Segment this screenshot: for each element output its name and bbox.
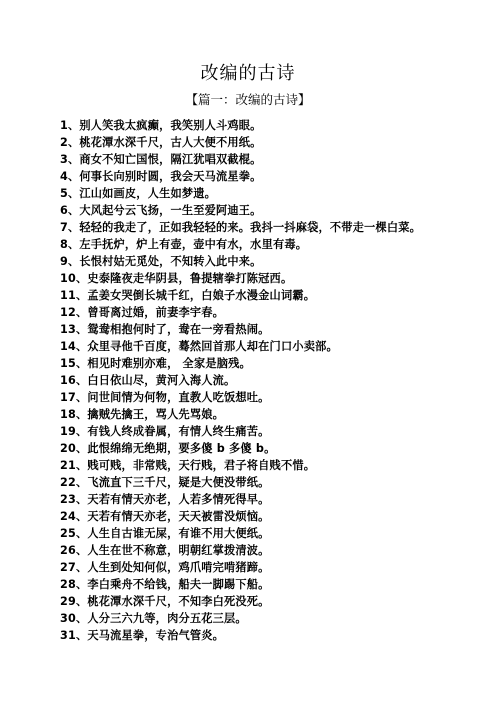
list-item: 17、问世间情为何物，直教人吃饭想吐。 bbox=[60, 391, 270, 404]
list-item: 31、天马流星拳，专治气管炎。 bbox=[60, 629, 225, 642]
section-heading: 【篇一：改编的古诗】 bbox=[185, 92, 311, 107]
list-item: 2、桃花潭水深千尺，古人大便不用纸。 bbox=[60, 136, 262, 149]
list-item: 15、相见时难别亦难， 全家是脑残。 bbox=[60, 357, 251, 370]
list-item: 11、孟姜女哭倒长城千红，白娘子水漫金山词霸。 bbox=[60, 289, 316, 302]
list-item: 1、别人笑我太疯癫，我笑别人斗鸡眼。 bbox=[60, 119, 262, 132]
list-item: 7、轻轻的我走了，正如我轻轻的来。我抖一抖麻袋，不带走一棵白菜。 bbox=[60, 221, 421, 234]
list-item: 24、天若有情天亦老，天天被雷没烦恼。 bbox=[60, 510, 270, 523]
list-item: 19、有钱人终成眷属，有情人终生痛苦。 bbox=[60, 425, 270, 438]
document-title: 改编的古诗 bbox=[200, 63, 296, 84]
list-item: 22、飞流直下三千尺，疑是大便没带纸。 bbox=[60, 476, 270, 489]
list-item: 6、大风起兮云飞扬，一生至爱阿迪王。 bbox=[60, 204, 262, 217]
list-item: 26、人生在世不称意，明朝红掌拨清波。 bbox=[60, 544, 270, 557]
list-item: 16、白日依山尽，黄河入海人流。 bbox=[60, 374, 236, 387]
poem-list bbox=[60, 117, 440, 644]
list-item: 21、贱可贱，非常贱，天行贱，君子将自贱不惜。 bbox=[60, 459, 316, 472]
list-item: 13、鸳鸯相抱何时了，鸯在一旁看热闹。 bbox=[60, 323, 270, 336]
list-item: 30、人分三六九等，肉分五花三层。 bbox=[60, 612, 247, 625]
list-item: 28、李白乘舟不给钱，船夫一脚踢下船。 bbox=[60, 578, 270, 591]
list-item: 25、人生自古谁无屎，有谁不用大便纸。 bbox=[60, 527, 270, 540]
list-item: 8、左手抚炉，炉上有壶，壶中有水，水里有毒。 bbox=[60, 238, 308, 251]
list-item: 18、擒贼先擒王，骂人先骂娘。 bbox=[60, 408, 225, 421]
list-item: 4、何事长向别时圆，我会天马流星拳。 bbox=[60, 170, 262, 183]
list-item: 9、长恨村姑无觅处，不知转入此中来。 bbox=[60, 255, 262, 268]
list-item: 3、商女不知亡国恨，隔江犹唱双截棍。 bbox=[60, 153, 262, 166]
list-item: 5、江山如画皮，人生如梦遗。 bbox=[60, 187, 217, 200]
list-item: 27、人生到处知何似，鸡爪啃完啃猪蹄。 bbox=[60, 561, 270, 574]
list-item: 20、此恨绵绵无绝期，要多傻 b 多傻 b。 bbox=[60, 442, 276, 455]
list-item: 12、曾哥离过婚，前妻李宇春。 bbox=[60, 306, 225, 319]
list-item: 14、众里寻他千百度，蓦然回首那人却在门口小卖部。 bbox=[60, 340, 338, 353]
list-item: 23、天若有情天亦老，人若多情死得早。 bbox=[60, 493, 270, 506]
list-item: 29、桃花潭水深千尺，不知李白死没死。 bbox=[60, 595, 270, 608]
list-item: 10、史泰隆夜走华阴县，鲁提辖拳打陈冠西。 bbox=[60, 272, 293, 285]
